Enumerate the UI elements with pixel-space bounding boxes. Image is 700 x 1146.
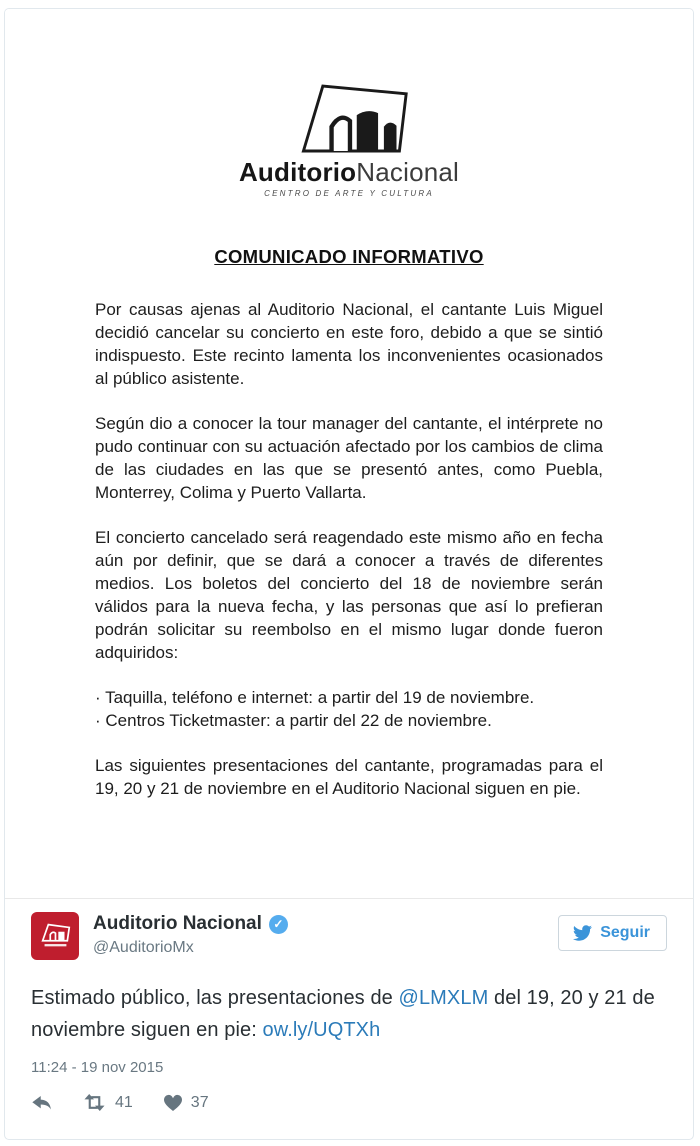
author-name[interactable]: Auditorio Nacional bbox=[93, 913, 262, 934]
document-paragraph: Según dio a conocer la tour manager del cantante, el intérprete no pudo continuar con su actuación afectado por los cambios de clima de las ciudades en las que se presentó antes, como Puebla, Monterrey, Colima y Puerto Vallarta. bbox=[95, 414, 603, 503]
tweet-timestamp[interactable]: 11:24 - 19 nov 2015 bbox=[31, 1059, 164, 1076]
reply-icon bbox=[31, 1094, 52, 1112]
verified-badge-icon: ✓ bbox=[269, 915, 288, 934]
author-name-row bbox=[93, 913, 558, 936]
tweet-header bbox=[31, 912, 667, 960]
facade-logo-icon bbox=[286, 81, 412, 157]
auditorio-nacional-logo bbox=[5, 81, 693, 198]
author-block bbox=[93, 912, 558, 957]
tweet-media[interactable] bbox=[5, 9, 693, 899]
tweet-link[interactable]: @LMXLM bbox=[398, 987, 489, 1009]
retweet-count: 41 bbox=[115, 1093, 133, 1111]
twitter-bird-icon bbox=[573, 925, 592, 941]
avatar[interactable] bbox=[31, 912, 79, 960]
embedded-tweet-card bbox=[4, 8, 694, 1140]
document-bullet-list bbox=[95, 686, 603, 732]
follow-button[interactable] bbox=[558, 915, 667, 951]
document-heading: COMUNICADO INFORMATIVO bbox=[214, 246, 484, 268]
retweet-icon bbox=[82, 1093, 107, 1112]
reply-button[interactable] bbox=[31, 1094, 52, 1112]
document-body bbox=[95, 298, 603, 800]
document-bullet-item: · Centros Ticketmaster: a partir del 22 de noviembre. bbox=[95, 711, 492, 731]
retweet-button[interactable] bbox=[82, 1093, 133, 1112]
like-count: 37 bbox=[190, 1093, 209, 1111]
follow-button-label: Seguir bbox=[600, 924, 650, 941]
document-paragraph: Las siguientes presentaciones del cantante, programadas para el 19, 20 y 21 de noviembre en el Auditorio Nacional siguen en pie. bbox=[95, 756, 603, 799]
document-bullet-item: · Taquilla, teléfono e internet: a partir del 19 de noviembre. bbox=[95, 688, 535, 708]
tweet-footer bbox=[5, 899, 693, 1112]
logo-tagline: CENTRO DE ARTE Y CULTURA bbox=[264, 189, 434, 199]
logo-wordmark bbox=[5, 159, 693, 186]
author-handle[interactable]: @AuditorioMx bbox=[93, 938, 194, 956]
heart-icon bbox=[163, 1094, 183, 1112]
tweet-text-segment: Estimado público, las presentaciones de bbox=[31, 987, 399, 1009]
tweet-actions bbox=[31, 1093, 667, 1112]
like-button[interactable] bbox=[163, 1094, 209, 1112]
document-paragraph: El concierto cancelado será reagendado este mismo año en fecha aún por definir, que se dará a conocer a través de diferentes medios. Los boletos del concierto del 18 de noviembre serán válidos para la nueva fecha, y las personas que así lo prefieran podrán solicitar su reembolso en el mismo lugar donde fueron adquiridos: bbox=[95, 528, 603, 663]
document-paragraph: Por causas ajenas al Auditorio Nacional, el cantante Luis Miguel decidió cancelar su concierto en este foro, debido a que se sintió indispuesto. Este recinto lamenta los inconvenientes ocasionados al público asistente. bbox=[95, 300, 603, 389]
avatar-facade-icon bbox=[36, 917, 74, 955]
tweet-link[interactable]: ow.ly/UQTXh bbox=[262, 1019, 381, 1041]
logo-wordmark-regular: Nacional bbox=[356, 157, 460, 187]
tweet-text-segment: del 19, 20 y 21 de noviembre siguen en pie: bbox=[31, 987, 655, 1041]
logo-wordmark-bold: Auditorio bbox=[238, 157, 357, 187]
tweet-text bbox=[31, 982, 667, 1046]
